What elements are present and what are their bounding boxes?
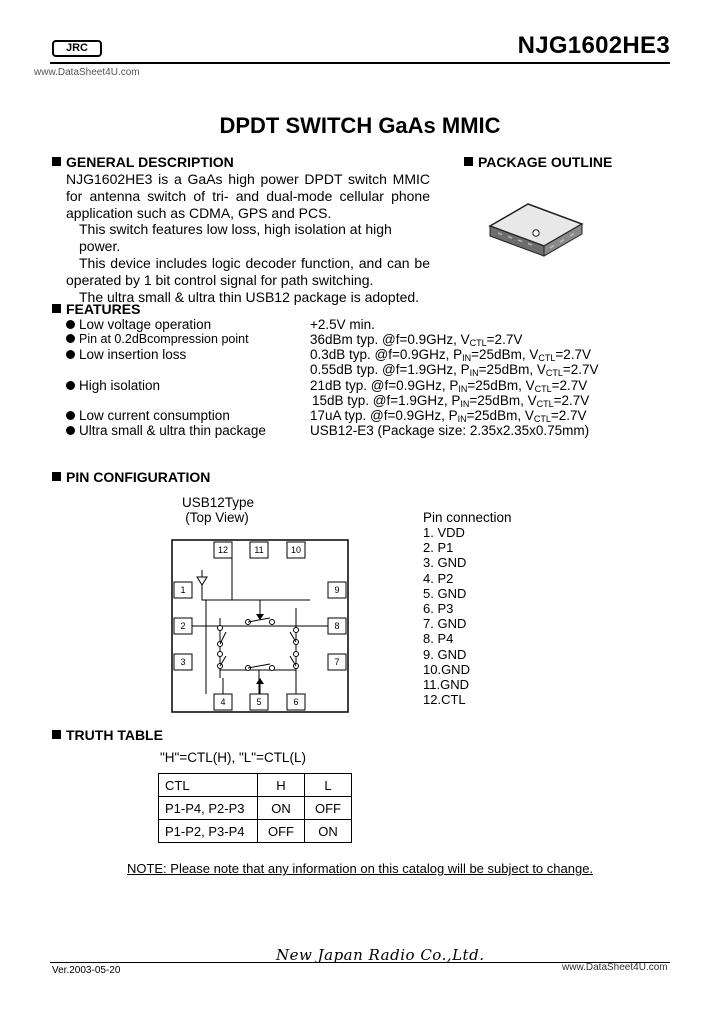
- table-cell: OFF: [258, 820, 305, 843]
- pin-4-label: 4: [220, 697, 226, 707]
- truth-table-legend: "H"=CTL(H), "L"=CTL(L): [160, 750, 306, 765]
- feature-value: 0.3dB typ. @f=0.9GHz, $P_{IN}=25dBm$, $V_{CTL}=2.7V$: [310, 347, 591, 363]
- diagram-title: USB12Type: [182, 495, 255, 510]
- version-label: Ver.2003-05-20: [52, 965, 121, 976]
- truth-table: [158, 773, 352, 843]
- change-notice: NOTE: Please note that any information on this catalog will be subject to change.: [126, 861, 594, 876]
- table-header-cell: L: [305, 774, 352, 797]
- table-row: [159, 797, 352, 820]
- diagram-subtitle: (Top View): [185, 510, 249, 525]
- section-square-icon: [52, 157, 61, 166]
- table-cell: OFF: [305, 797, 352, 820]
- feature-label: Low insertion loss: [66, 347, 186, 362]
- pin-5-label: 5: [256, 697, 262, 707]
- heading-text: GENERAL DESCRIPTION: [66, 154, 234, 170]
- heading-text: FEATURES: [66, 301, 141, 317]
- jrc-logo: JRC: [52, 40, 102, 57]
- page-title: DPDT SWITCH GaAs MMIC: [219, 113, 501, 138]
- pin-7-label: 7: [334, 657, 340, 667]
- desc-line: NJG1602HE3 is a GaAs high power DPDT switch MMIC: [66, 171, 430, 187]
- table-cell: P1-P4, P2-P3: [159, 797, 258, 820]
- feature-value: USB12-E3 (Package size: 2.35x2.35x0.75mm): [310, 423, 590, 438]
- features-heading: [52, 301, 140, 317]
- desc-line: This switch features low loss, high isolation at high power.: [79, 221, 392, 255]
- header-rule: [50, 62, 670, 64]
- pin-3-label: 3: [180, 657, 186, 667]
- section-square-icon: [52, 472, 61, 481]
- table-cell: ON: [305, 820, 352, 843]
- desc-line: The ultra small & ultra thin USB12 package is adopted.: [79, 288, 420, 305]
- feature-label: Pin at 0.2dBcompression point: [66, 332, 249, 346]
- truth-table-heading: [52, 727, 163, 743]
- footer-watermark[interactable]: www.DataSheet4U.com: [562, 962, 668, 973]
- pin-connection-item: 9. GND: [423, 646, 467, 662]
- header-watermark[interactable]: www.DataSheet4U.com: [34, 67, 140, 78]
- pin-11-label: 11: [254, 545, 264, 555]
- pin-connection-item: 8. P4: [423, 631, 454, 647]
- pin-connection-item: 10.GND: [423, 661, 470, 677]
- table-header-cell: H: [258, 774, 305, 797]
- feature-label: Low current consumption: [66, 408, 230, 423]
- table-header-row: [159, 774, 352, 797]
- pin-connection-item: 6. P3: [423, 601, 454, 617]
- pin-connection-item: 3. GND: [423, 555, 467, 571]
- feature-value: 17uA typ. @f=0.9GHz, $P_{IN}=25dBm$, $V_{CTL}=2.7V$: [310, 408, 587, 424]
- pin-1-label: 1: [180, 585, 186, 595]
- pin-connection-item: 1. VDD: [423, 525, 465, 540]
- part-number: NJG1602HE3: [517, 32, 670, 59]
- bullet-icon: [66, 381, 75, 390]
- pin-diagram: [170, 538, 352, 718]
- section-square-icon: [464, 157, 473, 166]
- feature-value: 0.55dB typ. @f=1.9GHz, $P_{IN}=25dBm$, $V_{CTL}=2.7V$: [310, 362, 599, 378]
- pin-connection-item: 11.GND: [423, 677, 469, 693]
- pin-connection-item: 5. GND: [423, 585, 467, 601]
- pin-9-label: 9: [334, 585, 340, 595]
- feature-value: 21dB typ. @f=0.9GHz, $P_{IN}=25dBm$, $V_{CTL}=2.7V$: [310, 378, 588, 394]
- pin-12-label: 12: [217, 545, 229, 555]
- desc-line: application such as CDMA, GPS and PCS.: [66, 204, 332, 221]
- pin-configuration-heading: [52, 469, 210, 485]
- general-description-text: [66, 171, 430, 305]
- feature-label: Ultra small & ultra thin package: [66, 423, 266, 438]
- section-square-icon: [52, 304, 61, 313]
- desc-line: This device includes logic decoder function, and can be: [79, 254, 430, 271]
- heading-text: PACKAGE OUTLINE: [478, 154, 613, 170]
- pin-2-label: 2: [180, 621, 186, 631]
- pin-connection-title: Pin connection: [423, 510, 512, 525]
- table-row: [159, 820, 352, 843]
- pin-connection-item: 7. GND: [423, 616, 467, 632]
- pin-6-label: 6: [293, 697, 299, 707]
- section-square-icon: [52, 730, 61, 739]
- bullet-icon: [66, 411, 75, 420]
- company-signature: New Japan Radio Co.,Ltd.: [276, 946, 485, 964]
- bullet-icon: [66, 320, 75, 329]
- desc-line: operated by 1 bit control signal for path switching.: [66, 271, 374, 288]
- bullet-icon: [66, 426, 75, 435]
- table-cell: P1-P2, P3-P4: [159, 820, 258, 843]
- heading-text: TRUTH TABLE: [66, 727, 163, 743]
- feature-value: +2.5V min.: [310, 317, 375, 332]
- package-outline-heading: [464, 154, 612, 170]
- package-image: [488, 196, 584, 260]
- pin-connection-list: [423, 525, 470, 707]
- heading-text: PIN CONFIGURATION: [66, 469, 211, 485]
- table-header-cell: CTL: [159, 774, 258, 797]
- desc-line: for antenna switch of tri- and dual-mode cellular phone: [66, 187, 430, 204]
- feature-label: Low voltage operation: [66, 317, 211, 332]
- pin-connection-item: 2. P1: [423, 540, 454, 556]
- feature-label: High isolation: [66, 378, 160, 393]
- pin-connection-item: 4. P2: [423, 570, 454, 586]
- bullet-icon: [66, 350, 75, 359]
- table-cell: ON: [258, 797, 305, 820]
- pin-connection-item: 12.CTL: [423, 692, 466, 708]
- pin-10-label: 10: [290, 545, 302, 555]
- pin-8-label: 8: [334, 621, 340, 631]
- feature-value: 36dBm typ. @f=0.9GHz, $V_{CTL}=2.7V$: [310, 332, 523, 348]
- bullet-icon: [66, 334, 75, 343]
- feature-value: 15dB typ. @f=1.9GHz, $P_{IN}=25dBm$, $V_{CTL}=2.7V$: [312, 393, 590, 409]
- general-description-heading: [52, 154, 234, 170]
